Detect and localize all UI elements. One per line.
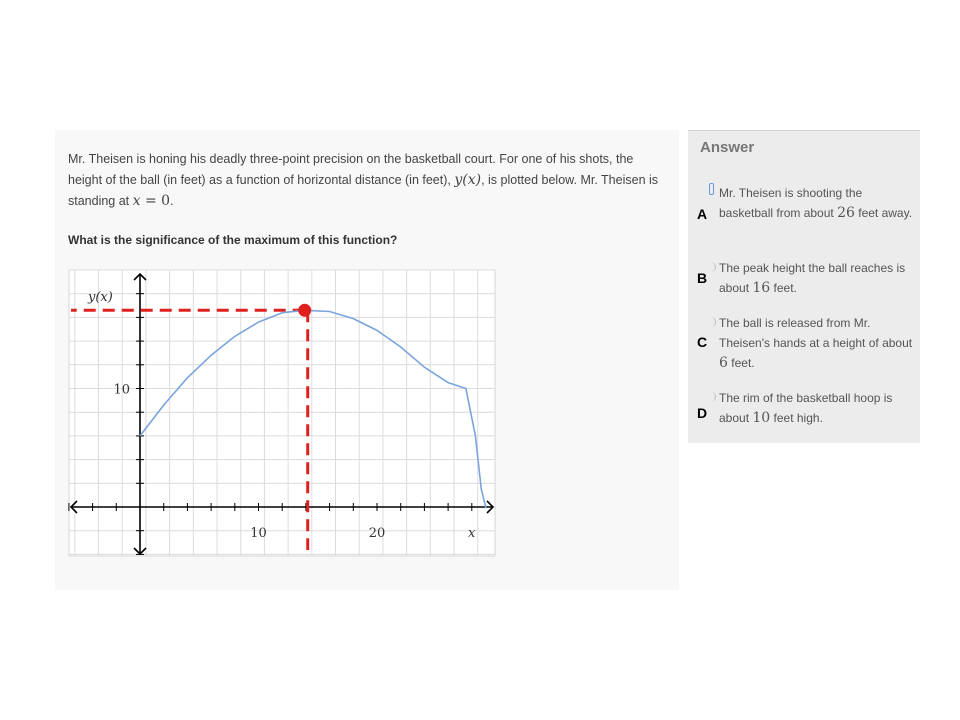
answer-title: Answer [700, 139, 755, 156]
choice-number: 6 [719, 355, 728, 371]
x-tick-label: 10 [250, 526, 267, 541]
choice-text: feet high. [770, 411, 823, 425]
choice-number: 10 [752, 410, 771, 426]
x-axis-label: x [468, 526, 476, 541]
maximum-point [298, 304, 311, 317]
choice-text: feet away. [854, 206, 913, 220]
choice-text: The peak height the ball reaches is about [719, 261, 906, 295]
question-part-1: Mr. Theisen is honing his deadly three-point precision on the basketball court. For one of his shots, the height of the ball (in feet) as a function of horizontal distance (in feet), [68, 152, 634, 187]
choice-text: The ball is released from Mr. Theisen's hands at a height of about [719, 316, 913, 350]
equation-value: = 0 [140, 193, 171, 209]
choice-a-letter: A [697, 206, 708, 222]
choice-c[interactable] [719, 313, 914, 373]
question-part-3: . [170, 194, 174, 208]
choice-b-letter: B [697, 270, 708, 286]
x-tick-label: 20 [368, 526, 386, 541]
y-tick-label: 10 [113, 382, 130, 398]
choice-number: 26 [837, 205, 855, 221]
choice-text: The rim of the basketball hoop is about [719, 391, 893, 425]
choice-d-letter: D [697, 405, 708, 421]
choice-b[interactable] [719, 258, 914, 298]
choice-text: feet. [770, 281, 797, 295]
question-prompt: What is the significance of the maximum of this function? [68, 233, 398, 247]
choice-a[interactable] [719, 183, 914, 223]
choice-text: feet. [727, 356, 755, 370]
choice-text: Mr. Theisen is shooting the basketball from about [719, 186, 863, 220]
choice-a-radio[interactable] [709, 183, 714, 195]
choice-d[interactable] [719, 388, 914, 428]
choice-number: 16 [752, 280, 771, 296]
question-part-2: , is plotted below. Mr. Theisen is standing at [68, 173, 659, 208]
y-axis-label: y(x) [88, 290, 113, 305]
choice-c-letter: C [697, 334, 708, 350]
function-notation: y(x) [454, 172, 482, 188]
equation-variable: x [132, 193, 141, 209]
